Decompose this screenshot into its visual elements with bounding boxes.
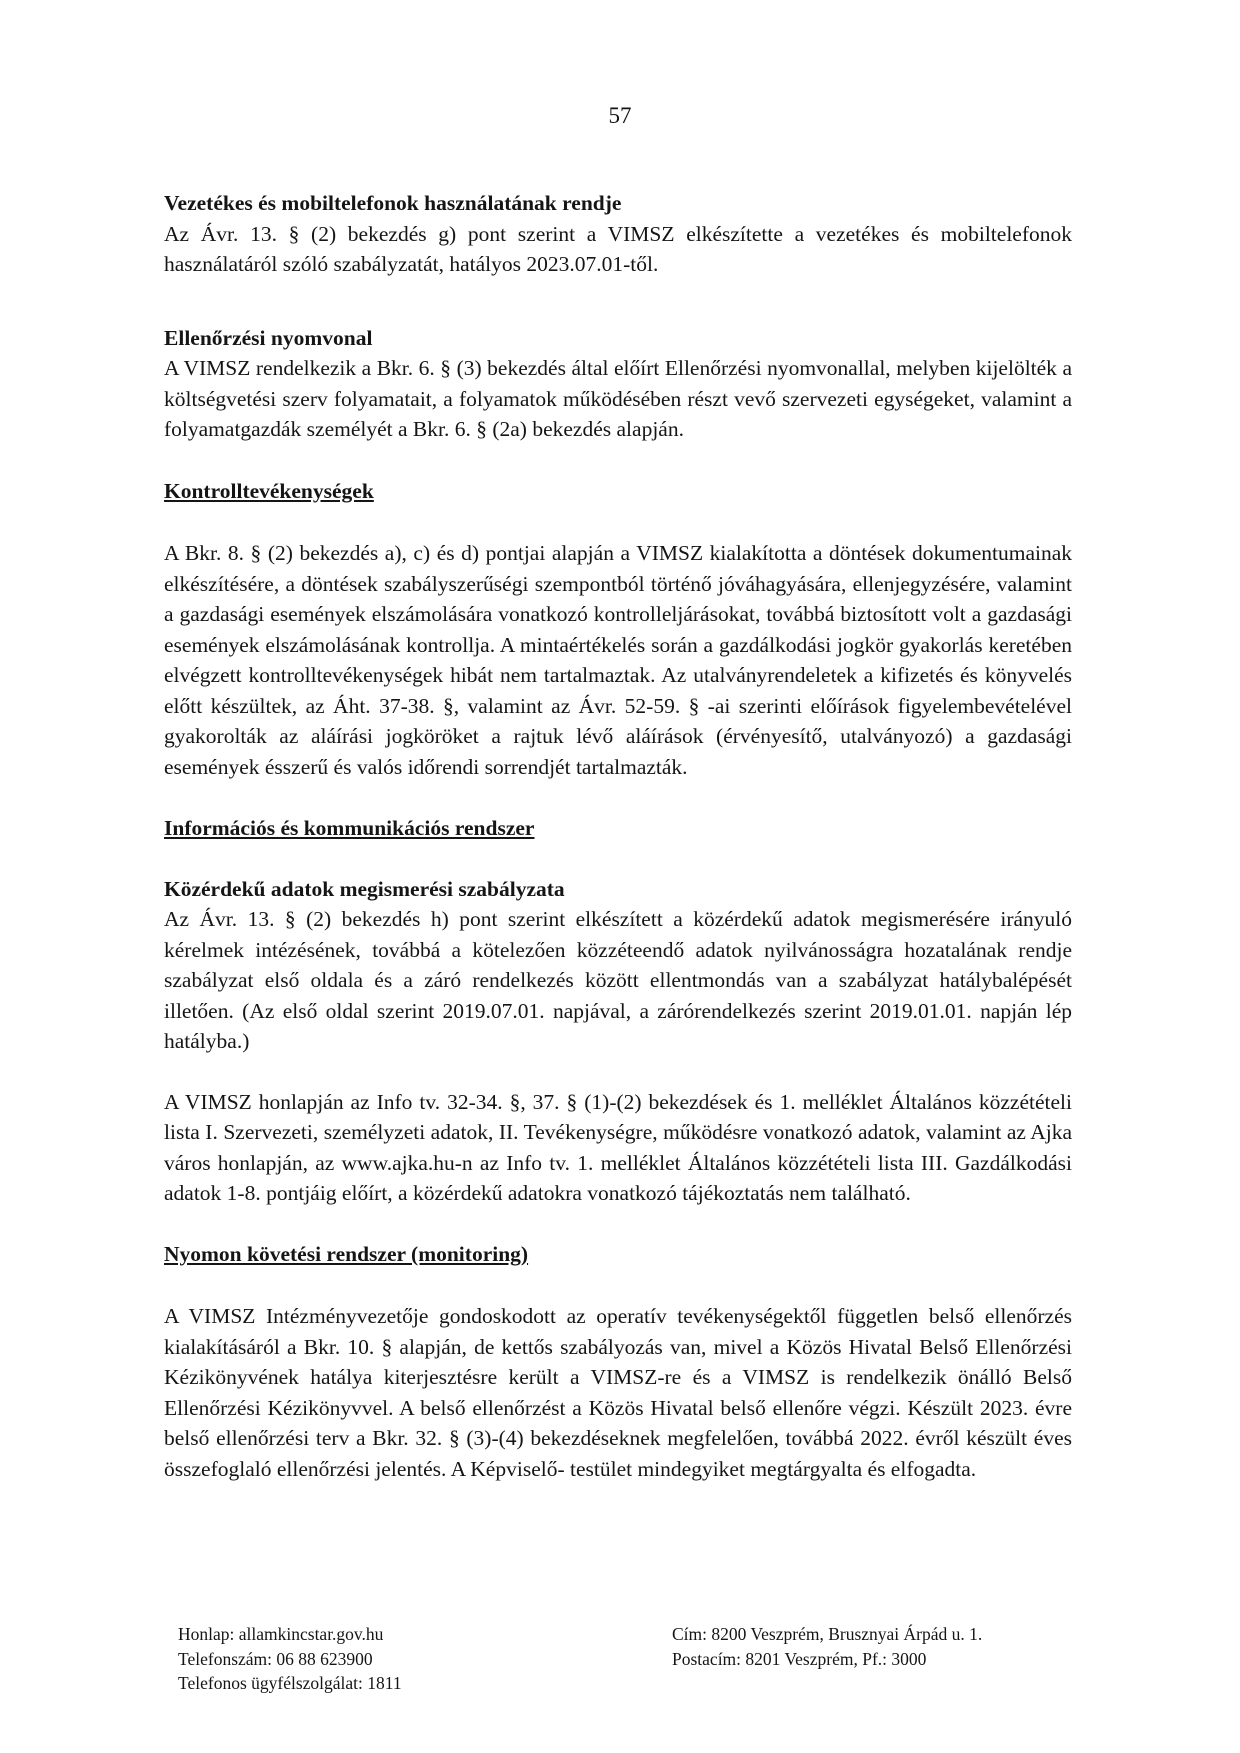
footer-contact-right: [672, 1622, 982, 1671]
section-subheading-kozerdeku: Közérdekű adatok megismerési szabályzata: [164, 876, 565, 901]
section-heading-nyomvonal: Ellenőrzési nyomvonal: [164, 325, 373, 350]
section-nyomvonal: [164, 323, 1072, 445]
section-text-nyomvonal: A VIMSZ rendelkezik a Bkr. 6. § (3) bekezdés által előírt Ellenőrzési nyomvonallal, melyben kijelölték a költségvetési szerv folyamatait, a folyamatok működésében részt vevő szervezeti egységeket, valamint a folyamatgazdák személyét a Bkr. 6. § (2a) bekezdés alapján.: [164, 356, 1072, 441]
section-telefon: [164, 188, 1072, 280]
section-heading-telefon: Vezetékes és mobiltelefonok használatának rendje: [164, 191, 622, 215]
section-heading-monitoring: Nyomon követési rendszer (monitoring): [164, 1241, 529, 1266]
footer-phone: Telefonszám: 06 88 623900: [178, 1648, 373, 1669]
document-body: [164, 188, 1072, 1484]
footer-postal-address: Postacím: 8201 Veszprém, Pf.: 3000: [672, 1648, 927, 1669]
section-heading-info: Információs és kommunikációs rendszer: [164, 816, 535, 840]
section-text-info-2: A VIMSZ honlapján az Info tv. 32-34. §, 37. § (1)-(2) bekezdések és 1. melléklet Általános közzétételi lista I. Szervezeti, személyzeti adatok, II. Tevékenységre, működésre vonatkozó adatok, valamint az Ajka város honlapján, az www.ajka.hu-n az Info tv. 1. melléklet Általános közzétételi lista III. Gazdálkodási adatok 1-8. pontjáig előírt, a közérdekű adatokra vonatkozó tájékoztatás nem található.: [164, 1089, 1072, 1205]
section-heading-kontroll: Kontrolltevékenységek: [164, 478, 374, 503]
section-text-monitoring: A VIMSZ Intézményvezetője gondoskodott az operatív tevékenységektől független belső ellenőrzés kialakításáról a Bkr. 10. § alapján, de kettős szabályozás van, mivel a Közös Hivatal Belső Ellenőrzési Kézikönyvének hatálya kiterjesztésre került a VIMSZ-re és a VIMSZ is rendelkezik önálló Belső Ellenőrzési Kézikönyvvel. A belső ellenőrzést a Közös Hivatal belső ellenőre végzi. Készült 2023. évre belső ellenőrzési terv a Bkr. 32. § (3)-(4) bekezdéseknek megfelelően, továbbá 2022. évről készült éves összefoglaló ellenőrzési jelentés. A Képviselő- testület mindegyiket megtárgyalta és elfogadta.: [164, 1304, 1072, 1481]
footer-helpline: Telefonos ügyfélszolgálat: 1811: [178, 1673, 402, 1693]
section-text-kontroll: A Bkr. 8. § (2) bekezdés a), c) és d) pontjai alapján a VIMSZ kialakította a döntések dokumentumainak elkészítésére, a döntések szabályszerűségi szempontból történő jóváhagyására, ellenjegyzésére, valamint a gazdasági események elszámolására vonatkozó kontrolleljárásokat, továbbá biztosított volt a gazdasági események elszámolásának kontrollja. A mintaértékelés során a gazdálkodási jogkör gyakorlás keretében elvégzett kontrolltevékenységek hibát nem tartalmaztak. Az utalványrendeletek a kifizetés és könyvelés előtt készültek, az Áht. 37-38. §, valamint az Ávr. 52-59. § -ai szerinti előírások figyelembevételével gyakorolták az aláírási jogköröket a rajtuk lévő aláírások (érvényesítő, utalványozó) a gazdasági események ésszerű és valós időrendi sorrendjét tartalmazták.: [164, 541, 1072, 779]
footer-contact-left: [178, 1622, 402, 1696]
section-text-info-1: Az Ávr. 13. § (2) bekezdés h) pont szerint elkészített a közérdekű adatok megismerésére irányuló kérelmek intézésének, továbbá a kötelezően közzéteendő adatok nyilvánosságra hozatalának rendje szabályzat első oldala és a záró rendelkezés között ellentmondás van a szabályzat hatálybalépését illetően. (Az első oldal szerint 2019.07.01. napjával, a zárórendelkezés szerint 2019.01.01. napján lép hatályba.): [164, 907, 1072, 1053]
section-monitoring: [164, 1239, 1072, 1485]
footer-website: Honlap: allamkincstar.gov.hu: [178, 1624, 384, 1644]
page-number: 57: [608, 103, 632, 128]
section-text-telefon: Az Ávr. 13. § (2) bekezdés g) pont szerint a VIMSZ elkészítette a vezetékes és mobiltelefonok használatáról szóló szabályzatát, hatályos 2023.07.01-től.: [164, 221, 1072, 276]
section-kontroll: [164, 476, 1072, 783]
footer-address: Cím: 8200 Veszprém, Brusznyai Árpád u. 1.: [672, 1624, 983, 1644]
section-info: [164, 813, 1072, 1209]
